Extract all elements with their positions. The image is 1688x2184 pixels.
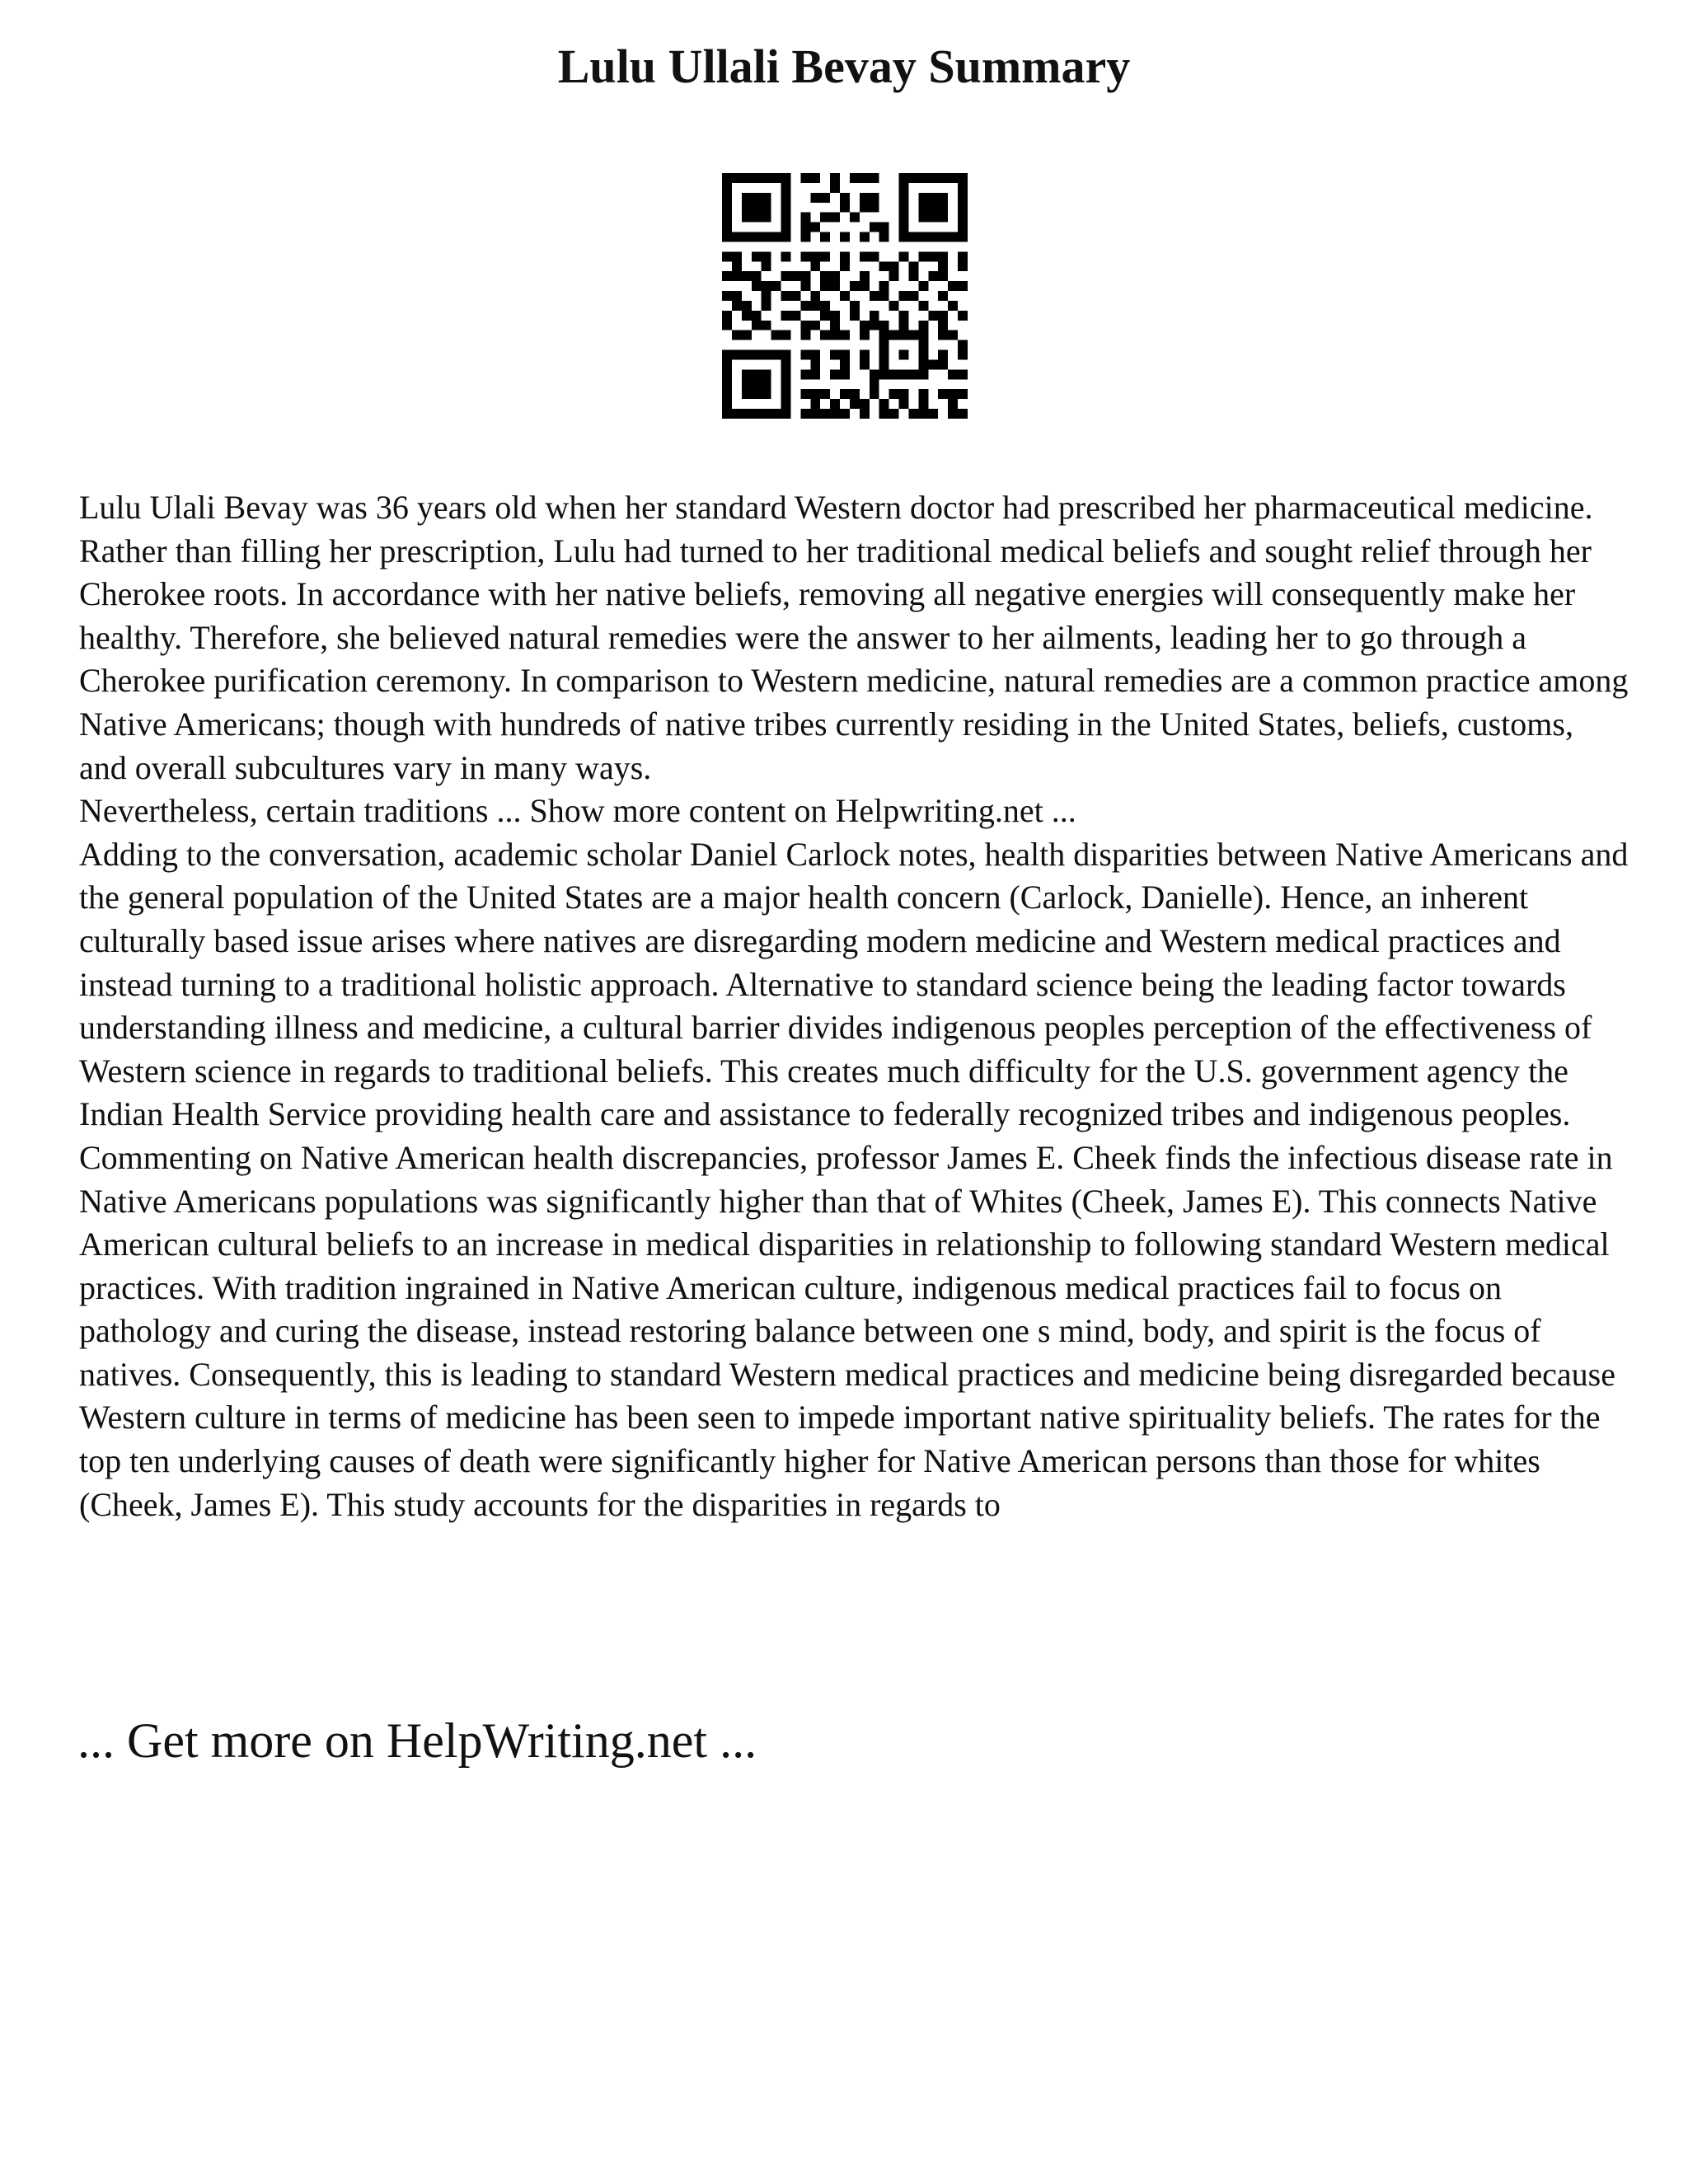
get-more-link[interactable]: ... Get more on HelpWriting.net ... — [77, 1713, 757, 1768]
paragraph-teaser: Nevertheless, certain traditions ... Show more content on Helpwriting.net ... — [79, 792, 1076, 830]
paragraph-main: Adding to the conversation, academic scholar Daniel Carlock notes, health disparities between Native Americans and the general population of the United States are a major health concern (Carlock, Danielle). Hence, an inherent culturally based issue arises where natives are disregarding modern medicine and Western medical practices and instead turning to a traditional holistic approach. Alternative to standard science being the leading factor towards understanding illness and medicine, a cultural barrier divides indigenous peoples perception of the effectiveness of Western science in regards to traditional beliefs. This creates much difficulty for the U.S. government agency the Indian Health Service providing health care and assistance to federally recognized tribes and indigenous peoples. Commenting on Native American health discrepancies, professor James E. Cheek finds the infectious disease rate in Native Americans populations was significantly higher than that of Whites (Cheek, James E). This connects Native American cultural beliefs to an increase in medical disparities in relationship to following standard Western medical practices. With tradition ingrained in Native American culture, indigenous medical practices fail to focus on pathology and curing the disease, instead restoring balance between one s mind, body, and spirit is the focus of natives. Consequently, this is leading to standard Western medical practices and medicine being disregarded because Western culture in terms of medicine has been seen to impede important native spirituality beliefs. The rates for the top ten underlying causes of death were significantly higher for Native American persons than those for whites (Cheek, James E). This study accounts for the disparities in regards to — [79, 835, 1629, 1523]
paragraph-intro: Lulu Ulali Bevay was 36 years old when her standard Western doctor had prescribed her pharmaceutical medicine. Rather than filling her prescription, Lulu had turned to her traditional medical beliefs and sought relief through her Cherokee roots. In accordance with her native beliefs, removing all negative energies will consequently make her healthy. Therefore, she believed natural remedies were the answer to her ailments, leading her to go through a Cherokee purification ceremony. In comparison to Western medicine, natural remedies are a common practice among Native Americans; though with hundreds of native tribes currently residing in the United States, beliefs, customs, and overall subcultures vary in many ways. — [79, 489, 1629, 786]
page-title: Lulu Ullali Bevay Summary — [557, 40, 1131, 93]
article-body — [79, 486, 1629, 1526]
qr-code-icon — [722, 173, 968, 419]
